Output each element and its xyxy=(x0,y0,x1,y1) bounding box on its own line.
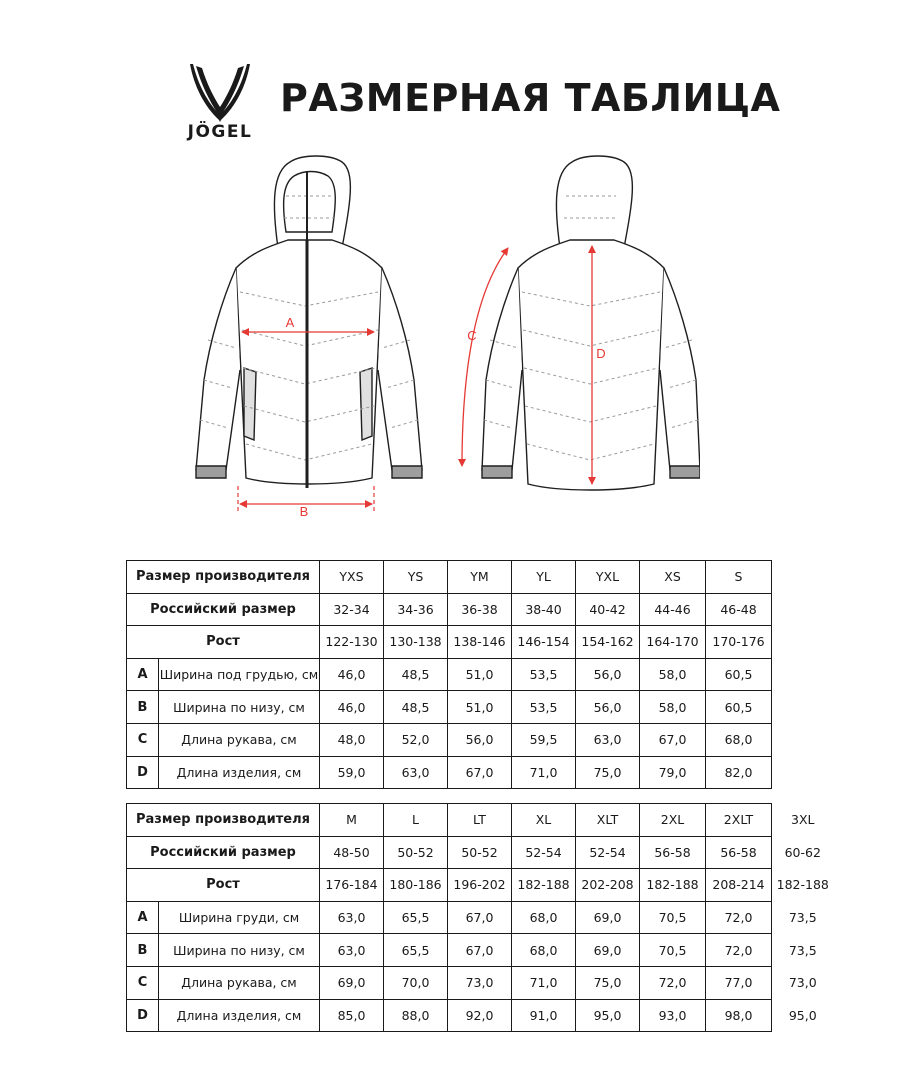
measure-label: Ширина по низу, см xyxy=(159,691,320,724)
size-cell: M xyxy=(320,804,384,837)
value-cell: 72,0 xyxy=(640,966,706,999)
height-cell: 182-188 xyxy=(640,869,706,902)
russian-size-cell: 44-46 xyxy=(640,593,706,626)
height-cell: 208-214 xyxy=(706,869,772,902)
brand-logo xyxy=(170,62,270,152)
value-cell: 59,5 xyxy=(512,723,576,756)
height-cell: 180-186 xyxy=(384,869,448,902)
value-cell: 58,0 xyxy=(640,658,706,691)
russian-size-cell: 34-36 xyxy=(384,593,448,626)
value-cell: 72,0 xyxy=(706,901,772,934)
value-cell: 73,5 xyxy=(772,901,834,934)
row-label: Рост xyxy=(127,869,320,902)
table-row-russian-size xyxy=(127,836,834,869)
russian-size-cell: 46-48 xyxy=(706,593,772,626)
value-cell: 95,0 xyxy=(772,999,834,1032)
value-cell: 75,0 xyxy=(576,966,640,999)
value-cell: 56,0 xyxy=(576,658,640,691)
value-cell: 67,0 xyxy=(448,934,512,967)
measure-label: Ширина под грудью, см xyxy=(159,658,320,691)
value-cell: 69,0 xyxy=(576,934,640,967)
measure-c-label: C xyxy=(467,328,477,343)
measure-letter: A xyxy=(127,658,159,691)
value-cell: 98,0 xyxy=(706,999,772,1032)
value-cell: 53,5 xyxy=(512,658,576,691)
measure-letter: C xyxy=(127,723,159,756)
russian-size-cell: 52-54 xyxy=(512,836,576,869)
jacket-measurement-illustration xyxy=(180,150,700,520)
value-cell: 60,5 xyxy=(706,691,772,724)
value-cell: 63,0 xyxy=(384,756,448,789)
row-label: Размер производителя xyxy=(127,804,320,837)
jacket-back-left-sleeve xyxy=(482,268,522,473)
jacket-back-right-sleeve xyxy=(660,268,700,473)
measure-label: Ширина груди, см xyxy=(159,901,320,934)
russian-size-cell: 56-58 xyxy=(706,836,772,869)
value-cell: 95,0 xyxy=(576,999,640,1032)
russian-size-cell: 50-52 xyxy=(384,836,448,869)
value-cell: 67,0 xyxy=(448,901,512,934)
value-cell: 56,0 xyxy=(448,723,512,756)
size-table-youth xyxy=(126,560,772,789)
measure-letter: D xyxy=(127,999,159,1032)
measure-letter: B xyxy=(127,934,159,967)
value-cell: 48,5 xyxy=(384,691,448,724)
measure-label: Длина изделия, см xyxy=(159,999,320,1032)
table-row-height xyxy=(127,626,772,659)
russian-size-cell: 36-38 xyxy=(448,593,512,626)
height-cell: 154-162 xyxy=(576,626,640,659)
value-cell: 72,0 xyxy=(706,934,772,967)
measure-label: Длина рукава, см xyxy=(159,966,320,999)
measure-letter: A xyxy=(127,901,159,934)
measure-label: Ширина по низу, см xyxy=(159,934,320,967)
table-row-manufacturer-size xyxy=(127,561,772,594)
size-cell: 3XL xyxy=(772,804,834,837)
table-row-measure-a xyxy=(127,658,772,691)
russian-size-cell: 50-52 xyxy=(448,836,512,869)
value-cell: 69,0 xyxy=(320,966,384,999)
measure-d-label: D xyxy=(596,346,606,361)
jacket-front-right-sleeve xyxy=(378,268,422,473)
value-cell: 63,0 xyxy=(576,723,640,756)
size-cell: YS xyxy=(384,561,448,594)
size-cell: LT xyxy=(448,804,512,837)
russian-size-cell: 38-40 xyxy=(512,593,576,626)
size-cell: YXL xyxy=(576,561,640,594)
row-label: Российский размер xyxy=(127,593,320,626)
russian-size-cell: 52-54 xyxy=(576,836,640,869)
russian-size-cell: 60-62 xyxy=(772,836,834,869)
value-cell: 70,5 xyxy=(640,934,706,967)
jacket-back-hood xyxy=(556,156,632,248)
measure-letter: D xyxy=(127,756,159,789)
size-cell: XS xyxy=(640,561,706,594)
size-cell: YM xyxy=(448,561,512,594)
value-cell: 91,0 xyxy=(512,999,576,1032)
height-cell: 138-146 xyxy=(448,626,512,659)
table-row-measure-d xyxy=(127,999,834,1032)
value-cell: 67,0 xyxy=(640,723,706,756)
height-cell: 122-130 xyxy=(320,626,384,659)
measure-label: Длина рукава, см xyxy=(159,723,320,756)
value-cell: 73,0 xyxy=(772,966,834,999)
measure-letter: C xyxy=(127,966,159,999)
value-cell: 63,0 xyxy=(320,934,384,967)
table-row-measure-b xyxy=(127,934,834,967)
value-cell: 67,0 xyxy=(448,756,512,789)
measure-letter: B xyxy=(127,691,159,724)
size-cell: YXS xyxy=(320,561,384,594)
table-row-measure-c xyxy=(127,966,834,999)
height-cell: 146-154 xyxy=(512,626,576,659)
size-cell: 2XLT xyxy=(706,804,772,837)
brand-logo-icon xyxy=(170,62,270,124)
table-row-height xyxy=(127,869,834,902)
value-cell: 65,5 xyxy=(384,901,448,934)
size-cell: 2XL xyxy=(640,804,706,837)
value-cell: 46,0 xyxy=(320,691,384,724)
value-cell: 53,5 xyxy=(512,691,576,724)
table-row-measure-c xyxy=(127,723,772,756)
value-cell: 92,0 xyxy=(448,999,512,1032)
measure-label: Длина изделия, см xyxy=(159,756,320,789)
value-cell: 58,0 xyxy=(640,691,706,724)
russian-size-cell: 40-42 xyxy=(576,593,640,626)
height-cell: 182-188 xyxy=(512,869,576,902)
value-cell: 68,0 xyxy=(512,934,576,967)
height-cell: 176-184 xyxy=(320,869,384,902)
jacket-back xyxy=(482,156,700,490)
value-cell: 77,0 xyxy=(706,966,772,999)
row-label: Размер производителя xyxy=(127,561,320,594)
measure-a-label: A xyxy=(285,315,295,330)
size-cell: S xyxy=(706,561,772,594)
value-cell: 73,5 xyxy=(772,934,834,967)
size-table-adult xyxy=(126,803,834,1032)
table-row-russian-size xyxy=(127,593,772,626)
size-cell: YL xyxy=(512,561,576,594)
table-row-measure-d xyxy=(127,756,772,789)
page-title: РАЗМЕРНАЯ ТАБЛИЦА xyxy=(280,76,781,120)
height-cell: 196-202 xyxy=(448,869,512,902)
height-cell: 170-176 xyxy=(706,626,772,659)
russian-size-cell: 32-34 xyxy=(320,593,384,626)
jacket-back-body xyxy=(518,240,664,490)
brand-name: JÖGEL xyxy=(187,122,253,142)
value-cell: 51,0 xyxy=(448,691,512,724)
height-cell: 130-138 xyxy=(384,626,448,659)
value-cell: 75,0 xyxy=(576,756,640,789)
height-cell: 202-208 xyxy=(576,869,640,902)
height-cell: 182-188 xyxy=(772,869,834,902)
value-cell: 51,0 xyxy=(448,658,512,691)
value-cell: 69,0 xyxy=(576,901,640,934)
russian-size-cell: 56-58 xyxy=(640,836,706,869)
jacket-front xyxy=(196,156,422,484)
value-cell: 73,0 xyxy=(448,966,512,999)
value-cell: 88,0 xyxy=(384,999,448,1032)
row-label: Российский размер xyxy=(127,836,320,869)
value-cell: 60,5 xyxy=(706,658,772,691)
value-cell: 46,0 xyxy=(320,658,384,691)
russian-size-cell: 48-50 xyxy=(320,836,384,869)
size-cell: XL xyxy=(512,804,576,837)
value-cell: 71,0 xyxy=(512,966,576,999)
value-cell: 56,0 xyxy=(576,691,640,724)
value-cell: 68,0 xyxy=(512,901,576,934)
value-cell: 48,0 xyxy=(320,723,384,756)
height-cell: 164-170 xyxy=(640,626,706,659)
value-cell: 93,0 xyxy=(640,999,706,1032)
value-cell: 52,0 xyxy=(384,723,448,756)
row-label: Рост xyxy=(127,626,320,659)
value-cell: 82,0 xyxy=(706,756,772,789)
value-cell: 48,5 xyxy=(384,658,448,691)
size-cell: L xyxy=(384,804,448,837)
value-cell: 71,0 xyxy=(512,756,576,789)
table-row-measure-b xyxy=(127,691,772,724)
measure-b-label: B xyxy=(299,504,309,519)
value-cell: 59,0 xyxy=(320,756,384,789)
table-row-manufacturer-size xyxy=(127,804,834,837)
jacket-front-left-sleeve xyxy=(196,268,240,473)
value-cell: 85,0 xyxy=(320,999,384,1032)
value-cell: 65,5 xyxy=(384,934,448,967)
size-cell: XLT xyxy=(576,804,640,837)
value-cell: 70,0 xyxy=(384,966,448,999)
value-cell: 79,0 xyxy=(640,756,706,789)
value-cell: 63,0 xyxy=(320,901,384,934)
table-row-measure-a xyxy=(127,901,834,934)
value-cell: 70,5 xyxy=(640,901,706,934)
value-cell: 68,0 xyxy=(706,723,772,756)
